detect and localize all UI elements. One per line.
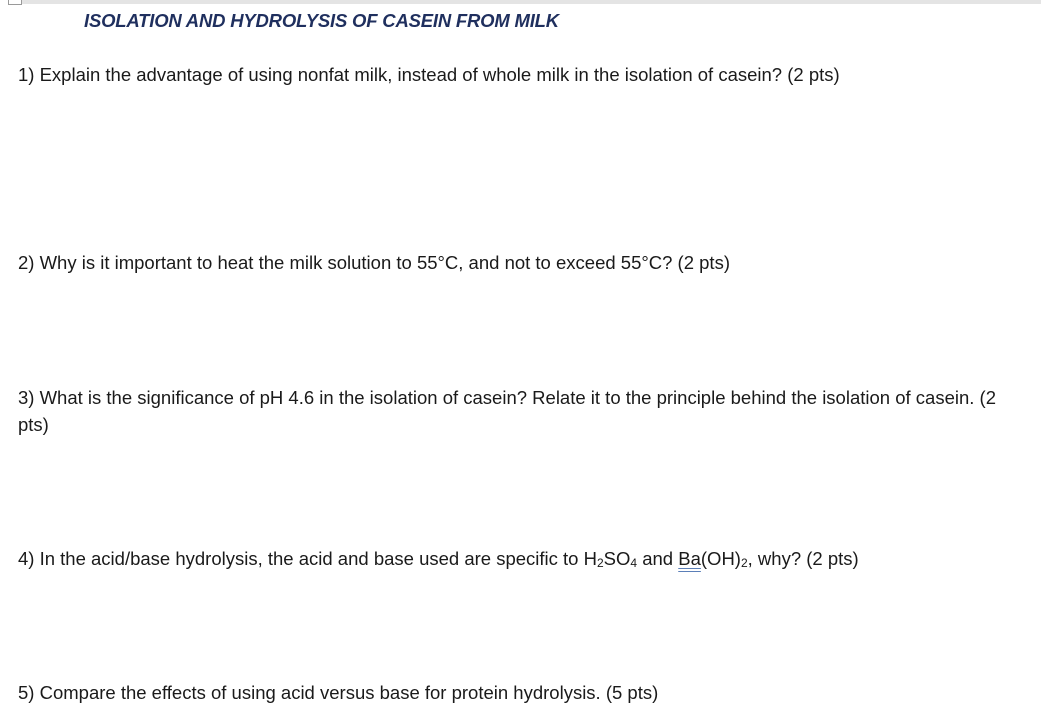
- question-4: [18, 545, 1018, 572]
- base-group: (OH): [700, 548, 741, 569]
- base-formula: [678, 548, 747, 569]
- question-4-conjunction: and: [637, 548, 679, 569]
- acid-formula-sub-4: 4: [630, 556, 638, 570]
- acid-formula-h: H: [583, 548, 597, 569]
- base-formula-sub-2: 2: [740, 556, 748, 570]
- acid-formula-sub-2: 2: [596, 556, 604, 570]
- question-5: 5) Compare the effects of using acid versus base for protein hydrolysis. (5 pts): [18, 682, 659, 703]
- document-title: ISOLATION AND HYDROLYSIS OF CASEIN FROM MILK: [84, 10, 559, 31]
- base-element-spellcheck: Ba: [678, 548, 701, 569]
- question-1: 1) Explain the advantage of using nonfat milk, instead of whole milk in the isolation of casein? (2 pts): [18, 64, 840, 85]
- page-corner-marker: [8, 0, 22, 5]
- question-2: 2) Why is it important to heat the milk solution to 55°C, and not to exceed 55°C? (2 pts): [18, 252, 730, 273]
- question-4-suffix: , why? (2 pts): [747, 548, 859, 569]
- page-top-edge: [22, 0, 1041, 4]
- question-3: 3) What is the significance of pH 4.6 in the isolation of casein? Relate it to the principle behind the isolation of casein. (2 pts): [18, 387, 996, 435]
- question-4-prefix: 4) In the acid/base hydrolysis, the acid and base used are specific to: [18, 548, 584, 569]
- acid-formula-so: SO: [603, 548, 631, 569]
- acid-formula: [584, 548, 637, 569]
